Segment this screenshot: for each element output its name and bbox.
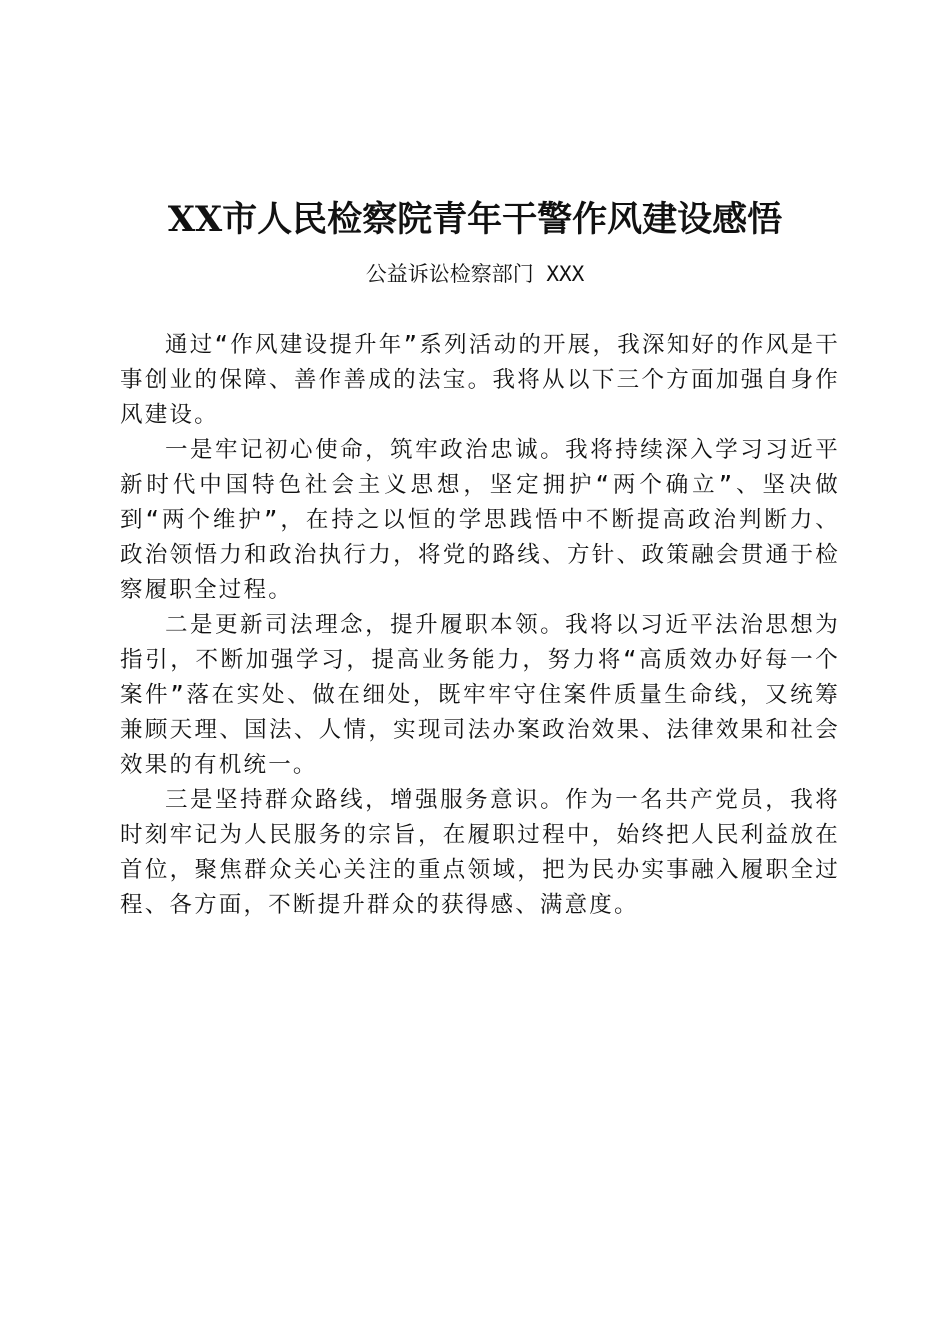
paragraph-intro: 通过“作风建设提升年”系列活动的开展，我深知好的作风是干事创业的保障、善作善成的法宝。我将从以下三个方面加强自身作风建设。 [120,332,840,428]
document-body [120,328,840,923]
document-title: XX市人民检察院青年干警作风建设感悟 [167,199,783,240]
paragraph-point-three: 三是坚持群众路线，增强服务意识。作为一名共产党员，我将时刻牢记为人民服务的宗旨，在履职过程中，始终把人民利益放在首位，聚焦群众关心关注的重点领域，把为民办实事融入履职全过程、各方面，不断提升群众的获得感、满意度。 [120,787,840,918]
paragraph-point-one: 一是牢记初心使命，筑牢政治忠诚。我将持续深入学习习近平新时代中国特色社会主义思想，坚定拥护“两个确立”、坚决做到“两个维护”，在持之以恒的学思践悟中不断提高政治判断力、政治领悟力和政治执行力，将党的路线、方针、政策融会贯通于检察履职全过程。 [120,437,840,603]
document-author-line: 公益诉讼检察部门 XXX [365,262,585,286]
paragraph-point-two: 二是更新司法理念，提升履职本领。我将以习近平法治思想为指引，不断加强学习，提高业务能力，努力将“高质效办好每一个案件”落在实处、做在细处，既牢牢守住案件质量生命线，又统筹兼顾天理、国法、人情，实现司法办案政治效果、法律效果和社会效果的有机统一。 [120,612,840,778]
